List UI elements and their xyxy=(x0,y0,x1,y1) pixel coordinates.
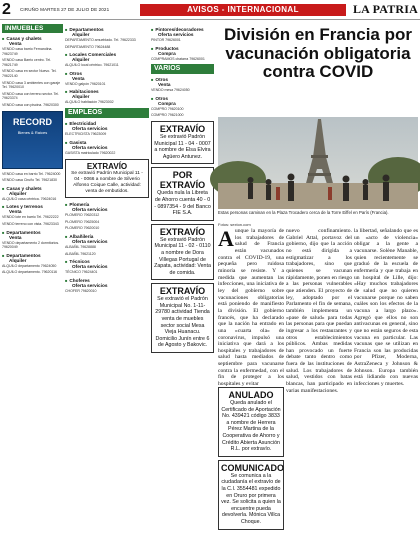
notice-title: COMUNICADO xyxy=(221,462,284,473)
notice-body: Se comunica a la ciudadanía el extravío de la C.I. 3554481 expedido en Oruro por primera vez. Se solicita a quien la encuentre pueda devolverla. Mónica Villca Choque. xyxy=(221,472,281,525)
classified-ad: ALQUILO casa céntrica. 79624016 xyxy=(2,196,57,201)
category-heading: ■ Casas y chalets Venta xyxy=(2,36,63,46)
category-heading: ■ Otros Venta xyxy=(65,71,149,81)
article-text: la libertad, señalando que es un «acto de violencia» obligar a la gente a vacunarse. Solène Manable, quien recientemente se graduó de la escuela de enfermería y que trabaja en un hospital de Lille, dijo: «Hay muchos trabajadores de salud que no quieren vacunarse porque no saben cuáles son los efectos de la vacuna a largo plazo». Agregó que ellos no son antivacunas en general, sino que no están seguros de esta vacuna en particular. Las vacunas que se utilizan en Francia son las producidas por Pfizer, Moderna, AstraZeneca y Johnson & Johnson. Europa también está lidiando con nuevas infecciones y muertes. xyxy=(354,228,418,388)
category-heading: ■ Otros Compra xyxy=(151,96,214,106)
section-banner: AVISOS - INTERNACIONAL xyxy=(140,4,346,16)
classified-ad: ALQUILO departamento. 79620116 xyxy=(2,270,57,275)
photo-credit: Fotos: sexton.com xyxy=(218,222,251,227)
classified-ad: VENDO galpón 79620101 xyxy=(65,81,106,86)
classified-ad: VENDO terreno con vista. 79623343 xyxy=(2,221,59,226)
classified-ad: ALBAÑIL 79621120 xyxy=(65,251,96,256)
real-estate-banner xyxy=(2,111,63,169)
category-heading: ■ Casas y chalets Alquiler xyxy=(2,186,63,196)
category-heading: ■ Lotes y terrenos Venta xyxy=(2,204,63,214)
article-body-column-3 xyxy=(354,228,418,508)
category-heading: ■ Departamentos Alquiler xyxy=(2,253,63,263)
masthead-logo: LA PATRIA xyxy=(352,2,418,16)
banner-title: RECORD xyxy=(12,116,52,127)
category-heading: ■ Plomería Oferta servicios xyxy=(65,202,149,212)
classified-ad: VENDO casa barrio Fernandina. 79623749 xyxy=(2,47,53,56)
classified-ad: VENDO casa con terreno sector. Tel. 79623374 xyxy=(2,91,59,101)
classified-ad: ALBAÑIL 79628888 xyxy=(65,244,96,249)
notice-title: POR EXTRAVÍO xyxy=(159,170,206,191)
notice-column-4 xyxy=(218,384,284,533)
notice-body: Se extravió el Padrón Municipal No. 1-11-29780 actividad Tienda venta de muebles sector social Mesa Vieja Huanacu. Domicilio Junín entre 6 de Agosto y Bakovic. xyxy=(155,296,210,349)
drop-cap: A xyxy=(218,226,234,251)
classified-ad: DEPARTAMENTO 79624488 xyxy=(65,44,111,49)
page-number: 2 xyxy=(2,1,11,18)
classified-ad: COMPRO 79621000 xyxy=(151,113,184,118)
classified-ad: VENDO casa 3 ambientes con garaje Tel. 79620010 xyxy=(2,80,61,90)
category-heading: ■ Albañilería Oferta servicios xyxy=(65,234,149,244)
photo-caption: Estas personas caminan en la Plaza Trocadero cerca de la Torre Eiffel en París (Francia). xyxy=(218,210,389,215)
article-photo xyxy=(218,117,418,209)
notice-box xyxy=(151,167,214,220)
classifieds-column-1 xyxy=(2,24,63,512)
article-headline: División en Francia por vacunación obligatoria contra COVID xyxy=(224,25,412,81)
eiffel-tower-photo-icon xyxy=(218,117,418,209)
notice-box xyxy=(151,121,214,164)
notice-box xyxy=(151,283,214,353)
notice-title: EXTRAVÍO xyxy=(86,162,128,172)
classified-ad: DEPARTAMENTO amueblado. Tel. 79622333 xyxy=(65,38,136,42)
category-heading: ■ Habitaciones Alquiler xyxy=(65,89,149,99)
classified-ad: ALQUILO departamento 79624050 xyxy=(2,263,57,268)
classified-ad: VENDO casa con piscina. 79620300 xyxy=(2,102,59,107)
page-header xyxy=(0,0,420,20)
notice-box xyxy=(218,387,284,457)
category-heading: ■ Electricidad Oferta servicios xyxy=(65,121,149,131)
notice-body: Queda anulado el Certificado de Aportación No. 439421 código 3833 a nombre de Herrera Pérez Martina de la Cooperativa de Ahorro y Crédito Abierta Asunción R.L. por extravío. xyxy=(221,400,281,453)
classified-ad: VENDO mesa 79624050 xyxy=(151,88,190,93)
dateline: CIRUÑO MARTES 27 DE JULIO DE 2021 xyxy=(20,7,110,12)
classified-ad: COMPRO 79620100 xyxy=(151,106,184,111)
notice-body: Se extravió Padrón Municipal 11 - 04 - 0007 a nombre de Elsa Elvira Agüero Antunez. xyxy=(154,133,211,160)
category-heading: ■ Departamentos Alquiler xyxy=(65,27,149,37)
classified-ad: ALQUILO habitación 79623002 xyxy=(65,100,114,105)
classified-ad: GASISTA matriculado 79620022 xyxy=(65,150,116,155)
notice-box xyxy=(151,224,214,281)
category-heading: ■ Departamentos Venta xyxy=(2,230,63,240)
category-heading: ■ Choferes Oferta servicios xyxy=(65,278,149,288)
classified-ad: PLOMERO 79620010 xyxy=(65,226,100,231)
notice-box xyxy=(218,460,284,530)
classifieds-column-2 xyxy=(65,24,149,512)
classified-ad: TÉCNICO 79624401 xyxy=(65,270,98,275)
classified-ad: COMPRAMOS chatarra 79626001 xyxy=(151,56,205,61)
category-heading: ■ Otros Venta xyxy=(151,77,214,87)
classified-ad: VENDO lote en barrio Tel. 79622222 xyxy=(2,215,59,220)
classified-ad: ALQUILO local céntrico. 79621011 xyxy=(65,63,119,68)
classified-ad: ELECTRICISTA 79623009 xyxy=(65,131,107,136)
notice-title: EXTRAVÍO xyxy=(159,286,206,297)
notice-title: ANULADO xyxy=(228,390,274,400)
classified-ad: VENDO departamento 2 dormitorios. 79620049 xyxy=(2,240,60,250)
classified-ad: PLOMERO 79625004 xyxy=(65,219,100,224)
notice-title: EXTRAVÍO xyxy=(159,123,206,134)
classified-ad: PINTOR 79626001 xyxy=(151,38,181,42)
classified-ad: CHOFER 79620010 xyxy=(65,288,97,293)
classified-ad: VENDO casa en sector Nuevo. Tel. 79622140 xyxy=(2,69,57,78)
banner-subtitle: Bienes & Raíces xyxy=(17,129,48,135)
section-header-varios: VARIOS xyxy=(151,64,214,74)
notice-body: Se extravió Padrón Municipal 11 - 02 - 0110 a nombre de Dora Villegas Portugal de Zapata, actividad: Venta de comida. xyxy=(154,236,211,276)
article-text: nuevo confinamiento. Gabriel Attal, portavoz del gobierno, dijo que la acción no está dirigida a estigmatizar a los trabajadores, sino que quienes se vacunan rápidamente, ponen en riesgo a las personas vulnerables que atienden. El proyecto de ley, adoptado por el Parlamento el fin de semana, también implementa un «pase de salud» para todas las personas para que puedan ingresar a los restaurantes y otros establecimientos públicos. Ambas medidas han provocado un fuerte debate tanto dentro como fuera de las instituciones de salud. Los trabajadores de salud, vestidos con batas blancas, han participado en varias manifestaciones. xyxy=(286,228,352,394)
article-body-column-2 xyxy=(286,228,352,508)
classified-ad: VENDO casa en barrio Tel. 79624000 xyxy=(2,171,61,176)
category-heading: ■ Locales Comerciales Alquiler xyxy=(65,52,149,62)
notice-body: Se extravió Padrón Municipal 11 - 04 - 0066 a nombre de Silverio Alfonso Coique Calle, actividad: venta de embutidos. xyxy=(71,171,143,195)
category-heading: ■ Pintores/decoradores Oferta servicios xyxy=(151,27,214,37)
category-heading: ■ Productos Compra xyxy=(151,46,214,56)
article-text: unque la mayoría de los trabajadores de salud de Francia están vacunados contra el COVID-19, una pequeña pero ruidosa minoría se resiste. Y a medida que aumentan las infecciones, una iniciativa de ley del gobierno sobre vacunaciones obligatorias está poniendo de manifiesto la división. El gobierno francés, que ha declarado que la nación ha entrado en una «cuarta ola» de coronavirus, impulsó una iniciativa que dará a los hospitales y trabajadores de salud hasta mediados de septiembre para vacunarse contra la enfermedad, con el fin de proteger a los hospitales y evitar xyxy=(218,228,284,388)
category-heading: ■ Gasista Oferta servicios xyxy=(65,140,149,150)
section-header-empleos: EMPLEOS xyxy=(65,108,149,118)
classified-ad: PLOMERO 79620312 xyxy=(65,213,100,218)
classified-ad: VENDO casa Barrio centro. Tel. 79621749 xyxy=(2,58,51,67)
notice-body: Queda nula la Libreta de Ahorro cuenta 40 - 0 - 0897354 - 9 del Banco FIE S.A. xyxy=(154,190,211,217)
section-header-inmuebles: INMUEBLES xyxy=(2,24,63,33)
category-heading: ■ Técnicos Oferta servicios xyxy=(65,259,149,269)
classified-ad: VENDO casa Ciruño Tel. 79621830 xyxy=(2,178,57,183)
notice-title: EXTRAVÍO xyxy=(159,226,206,237)
notice-box xyxy=(65,159,149,198)
classifieds-column-3 xyxy=(151,24,214,512)
